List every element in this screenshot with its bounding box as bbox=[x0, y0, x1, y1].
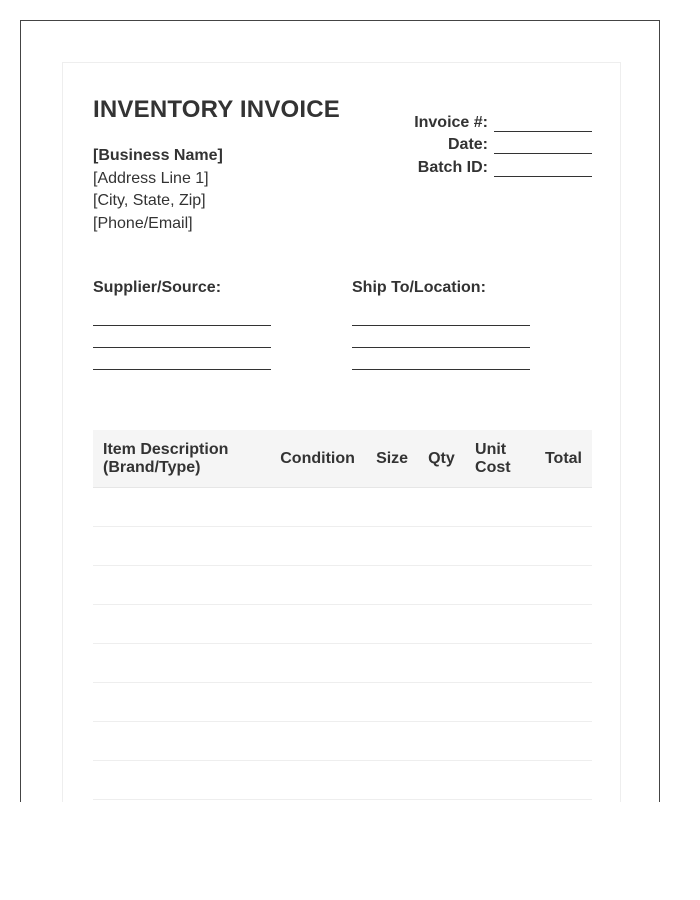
table-cell[interactable] bbox=[270, 761, 366, 800]
column-header-qty: Qty bbox=[418, 430, 465, 488]
unit-cost-header-line2: Cost bbox=[475, 458, 511, 476]
table-cell[interactable] bbox=[93, 566, 270, 605]
table-cell[interactable] bbox=[535, 722, 592, 761]
table-cell[interactable] bbox=[366, 527, 418, 566]
table-cell[interactable] bbox=[270, 605, 366, 644]
table-cell[interactable] bbox=[418, 644, 465, 683]
invoice-number-row bbox=[414, 109, 592, 132]
table-cell[interactable] bbox=[465, 605, 535, 644]
table-cell[interactable] bbox=[465, 683, 535, 722]
table-row bbox=[93, 722, 592, 761]
table-cell[interactable] bbox=[270, 566, 366, 605]
supplier-line[interactable] bbox=[93, 369, 271, 370]
table-cell[interactable] bbox=[270, 722, 366, 761]
table-cell[interactable] bbox=[535, 761, 592, 800]
date-field[interactable] bbox=[494, 139, 592, 154]
table-cell[interactable] bbox=[93, 644, 270, 683]
table-cell[interactable] bbox=[535, 566, 592, 605]
table-header-row bbox=[93, 430, 592, 488]
table-cell[interactable] bbox=[418, 488, 465, 527]
table-cell[interactable] bbox=[270, 644, 366, 683]
supplier-section bbox=[93, 279, 273, 370]
table-row bbox=[93, 488, 592, 527]
invoice-meta bbox=[414, 109, 592, 177]
table-cell[interactable] bbox=[366, 800, 418, 803]
business-info bbox=[93, 145, 223, 235]
table-cell[interactable] bbox=[535, 683, 592, 722]
table-cell[interactable] bbox=[465, 527, 535, 566]
document-frame bbox=[20, 20, 660, 802]
batch-id-row bbox=[414, 154, 592, 177]
supplier-line[interactable] bbox=[93, 347, 271, 348]
table-cell[interactable] bbox=[465, 800, 535, 803]
table-cell[interactable] bbox=[366, 683, 418, 722]
table-cell[interactable] bbox=[535, 527, 592, 566]
description-header-line2: (Brand/Type) bbox=[103, 458, 201, 476]
table-cell[interactable] bbox=[465, 566, 535, 605]
ship-to-section bbox=[352, 279, 532, 370]
column-header-condition: Condition bbox=[270, 430, 366, 488]
table-cell[interactable] bbox=[535, 800, 592, 803]
table-row bbox=[93, 644, 592, 683]
table-cell[interactable] bbox=[465, 644, 535, 683]
table-row bbox=[93, 527, 592, 566]
table-cell[interactable] bbox=[270, 683, 366, 722]
table-cell[interactable] bbox=[366, 605, 418, 644]
invoice-title: INVENTORY INVOICE bbox=[93, 96, 341, 123]
table-cell[interactable] bbox=[535, 605, 592, 644]
ship-to-line[interactable] bbox=[352, 369, 530, 370]
table-row bbox=[93, 683, 592, 722]
table-cell[interactable] bbox=[465, 722, 535, 761]
ship-to-label: Ship To/Location: bbox=[352, 279, 486, 296]
table-cell[interactable] bbox=[535, 488, 592, 527]
table-cell[interactable] bbox=[270, 488, 366, 527]
table-cell[interactable] bbox=[418, 683, 465, 722]
column-header-unit-cost bbox=[465, 430, 535, 488]
ship-to-line[interactable] bbox=[352, 347, 530, 348]
business-city: [City, State, Zip] bbox=[93, 192, 206, 209]
batch-id-label: Batch ID: bbox=[417, 158, 488, 176]
date-row bbox=[414, 132, 592, 155]
unit-cost-header-line1: Unit bbox=[475, 440, 507, 458]
table-cell[interactable] bbox=[465, 488, 535, 527]
invoice-number-label: Invoice #: bbox=[414, 113, 488, 131]
table-cell[interactable] bbox=[418, 566, 465, 605]
business-contact: [Phone/Email] bbox=[93, 214, 193, 232]
table-cell[interactable] bbox=[93, 527, 270, 566]
table-cell[interactable] bbox=[93, 800, 270, 803]
table-cell[interactable] bbox=[93, 488, 270, 527]
table-cell[interactable] bbox=[366, 644, 418, 683]
table-cell[interactable] bbox=[270, 527, 366, 566]
items-table bbox=[93, 430, 592, 802]
column-header-size: Size bbox=[366, 430, 418, 488]
table-cell[interactable] bbox=[93, 605, 270, 644]
table-cell[interactable] bbox=[418, 527, 465, 566]
table-row bbox=[93, 566, 592, 605]
table-cell[interactable] bbox=[418, 761, 465, 800]
ship-to-line[interactable] bbox=[352, 325, 530, 326]
description-header-line1: Item Description bbox=[103, 440, 229, 458]
invoice-number-field[interactable] bbox=[494, 117, 592, 132]
column-header-description bbox=[93, 430, 270, 488]
table-cell[interactable] bbox=[418, 605, 465, 644]
table-row bbox=[93, 605, 592, 644]
supplier-line[interactable] bbox=[93, 325, 271, 326]
table-cell[interactable] bbox=[93, 722, 270, 761]
table-cell[interactable] bbox=[366, 488, 418, 527]
table-cell[interactable] bbox=[535, 644, 592, 683]
batch-id-field[interactable] bbox=[494, 162, 592, 177]
table-row bbox=[93, 761, 592, 800]
invoice-content bbox=[93, 63, 592, 802]
table-cell[interactable] bbox=[418, 722, 465, 761]
business-name: [Business Name] bbox=[93, 147, 223, 164]
table-cell[interactable] bbox=[93, 683, 270, 722]
table-cell[interactable] bbox=[93, 761, 270, 800]
table-row bbox=[93, 800, 592, 803]
invoice-sheet bbox=[62, 62, 621, 802]
table-cell[interactable] bbox=[270, 800, 366, 803]
table-cell[interactable] bbox=[366, 722, 418, 761]
business-address: [Address Line 1] bbox=[93, 169, 209, 187]
table-cell[interactable] bbox=[366, 761, 418, 800]
table-cell[interactable] bbox=[418, 800, 465, 803]
supplier-label: Supplier/Source: bbox=[93, 279, 222, 296]
column-header-total: Total bbox=[535, 430, 592, 488]
date-label: Date: bbox=[447, 136, 488, 153]
table-cell[interactable] bbox=[465, 761, 535, 800]
table-cell[interactable] bbox=[366, 566, 418, 605]
